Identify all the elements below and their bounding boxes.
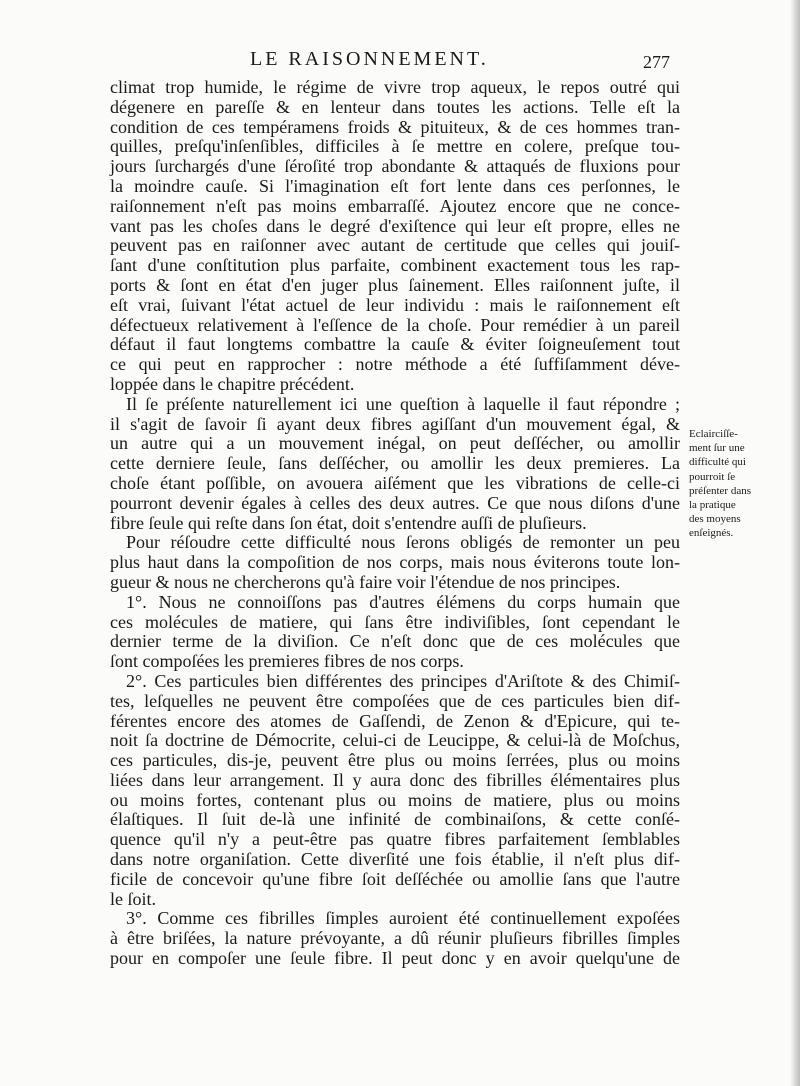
text-line: ces molécules de matiere, qui ſans être indiviſibles, ſont cependant le — [110, 611, 680, 632]
text-line: dernier terme de la diviſion. Ce n'eſt donc que de ces molécules que — [110, 631, 680, 652]
text-line: la moindre cauſe. Si l'imagination eſt fort lente dans ces perſonnes, le — [110, 175, 680, 196]
text-line: ports & ſont en état d'en juger plus ſainement. Elles raiſonnent juſte, il — [110, 274, 680, 295]
running-head: LE RAISONNEMENT. — [250, 48, 489, 70]
text-line: eſt vrai, ſuivant l'état actuel de leur individu : mais le raiſonnement eſt — [110, 294, 680, 315]
marginal-note-line: difficulté qui — [689, 456, 746, 469]
text-line: il s'agit de ſavoir ſi ayant deux fibres agiſſant d'un mouvement égal, & — [110, 413, 680, 434]
marginal-note-line: des moyens — [689, 513, 741, 526]
text-line: défectueux relativement à l'eſſence de la choſe. Pour remédier à un pareil — [110, 314, 680, 335]
text-line: à être briſées, la nature prévoyante, a dû réunir pluſieurs fibrilles ſimples — [110, 928, 680, 949]
text-line: pour en compoſer une ſeule fibre. Il peut donc y en avoir quelqu'une de — [110, 948, 680, 969]
text-line: tes, leſquelles ne peuvent être compoſées que de ces particules bien dif- — [110, 690, 680, 711]
text-line: pourront devenir égales à celles des deux autres. Ce que nous diſons d'une — [110, 492, 680, 513]
marginal-note-line: préſenter dans — [689, 484, 751, 497]
text-line: ce qui peut en rapprocher : notre méthode a été ſuffiſamment déve- — [110, 354, 680, 375]
text-line: ſont compoſées les premieres fibres de nos corps. — [110, 651, 464, 672]
text-line: le ſoit. — [110, 888, 156, 909]
text-line: gueur & nous ne chercherons qu'à faire voir l'étendue de nos principes. — [110, 571, 621, 592]
text-line: climat trop humide, le régime de vivre trop aqueux, le repos outré qui — [110, 77, 680, 97]
text-line: 1°. Nous ne connoiſſons pas d'autres élémens du corps humain que — [126, 591, 680, 612]
text-line: vant pas les choſes dans le degré d'exiſtence qui leur eſt propre, elles ne — [110, 215, 680, 236]
text-line: ces particules, dis-je, peuvent être plus ou moins ſerrées, plus ou moins — [110, 750, 680, 771]
text-line: plus haut dans la compoſition de nos corps, mais nous éviterons toute lon- — [110, 552, 680, 573]
text-line: liées dans leur arrangement. Il y aura donc des fibrilles élémentaires plus — [110, 769, 680, 790]
text-line: raiſonnement n'eſt pas moins embarraſſé. Ajoutez encore que ne conce- — [110, 195, 680, 216]
marginal-note-line: ment ſur une — [689, 442, 745, 455]
text-line: ficile de concevoir qu'une fibre ſoit deſſéchée ou amollie ſans que l'autre — [110, 868, 680, 889]
marginal-note-line: la pratique — [689, 499, 736, 512]
text-line: élaſtiques. Il ſuit de-là une infinité de combinaiſons, & cette conſé- — [110, 809, 680, 830]
text-line: ou moins fortes, contenant plus ou moins de matiere, plus ou moins — [110, 789, 680, 810]
text-line: quence qu'il n'y a peut-être pas quatre fibres parfaitement ſemblables — [110, 829, 680, 850]
page-edge-shadow — [790, 0, 800, 1086]
text-line: 3°. Comme ces fibrilles ſimples auroient été continuellement expoſées — [126, 908, 680, 929]
page-number: 277 — [643, 52, 670, 72]
marginal-note — [689, 427, 779, 541]
main-text-column — [110, 78, 680, 969]
text-line: 2°. Ces particules bien différentes des principes d'Ariſtote & des Chimiſ- — [126, 670, 680, 691]
text-line: cette derniere ſeule, ſans deſſécher, ou amollir les deux premieres. La — [110, 453, 680, 474]
text-line: férentes encore des atomes de Gaſſendi, de Zenon & d'Epicure, qui te- — [110, 710, 680, 731]
marginal-note-line: pourroit ſe — [689, 470, 736, 483]
text-line: dans notre organiſation. Cette diverſité une fois établie, il n'eſt plus dif- — [110, 849, 680, 870]
marginal-note-line: enſeignés. — [689, 527, 734, 540]
text-line: Il ſe préſente naturellement ici une queſtion à laquelle il faut répondre ; — [126, 393, 680, 414]
text-line: condition de ces tempéramens froids & pituiteux, & de ces hommes tran- — [110, 116, 680, 137]
text-line: un autre qui a un mouvement inégal, on peut deſſécher, ou amollir — [110, 433, 680, 454]
text-line: fibre ſeule qui reſte dans ſon état, doit s'entendre auſſi de pluſieurs. — [110, 512, 587, 533]
text-line: noit ſa doctrine de Démocrite, celui-ci de Leucippe, & celui-là de Moſchus, — [110, 730, 680, 751]
text-line: Pour réſoudre cette difficulté nous ſerons obligés de remonter un peu — [126, 532, 680, 553]
text-line: défaut il faut longtems combattre la cauſe & éviter ſoigneuſement tout — [110, 334, 680, 355]
marginal-note-line: Eclairciſſe- — [689, 428, 738, 440]
text-line: loppée dans le chapitre précédent. — [110, 373, 355, 394]
text-line: quilles, preſqu'inſenſibles, difficiles à ſe mettre en colere, preſque tou- — [110, 136, 680, 157]
text-line: peuvent pas en raiſonner avec autant de certitude que celles qui jouiſ- — [110, 235, 680, 256]
text-line: ſant d'une conſtitution plus parfaite, combinent exactement tous les rap- — [110, 255, 680, 276]
text-line: jours ſurchargés d'une ſéroſité trop abondante & attaqués de fluxions pour — [110, 156, 680, 177]
text-line: dégenere en pareſſe & en lenteur dans toutes les actions. Telle eſt la — [110, 96, 680, 117]
text-line: choſe étant poſſible, on avouera aiſément que les vibrations de celle-ci — [110, 472, 680, 493]
